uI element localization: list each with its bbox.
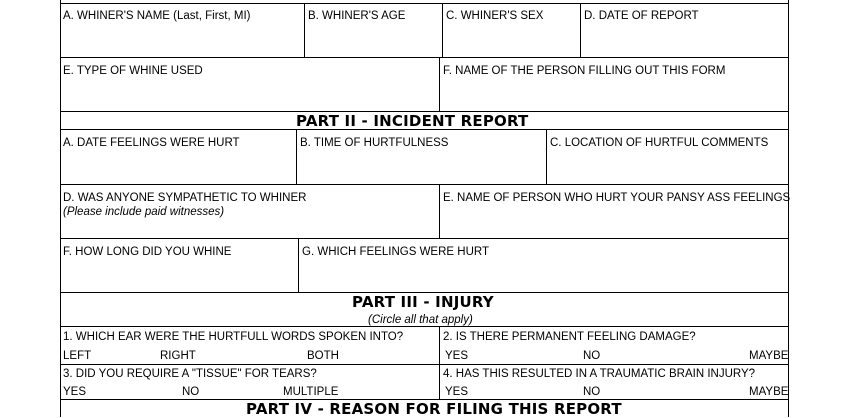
location-label: C. LOCATION OF HURTFUL COMMENTS xyxy=(550,137,769,149)
q4-option-maybe[interactable]: MAYBE xyxy=(749,386,789,398)
q1-label: 1. WHICH EAR WERE THE HURTFULL WORDS SPOKEN INTO? xyxy=(63,331,404,343)
whiner-age-label: B. WHINER'S AGE xyxy=(308,10,406,22)
q2-option-no[interactable]: NO xyxy=(583,350,601,362)
whiner-sex-field[interactable] xyxy=(443,3,581,58)
location-field[interactable] xyxy=(547,130,789,185)
q3-field xyxy=(60,365,440,400)
time-label: B. TIME OF HURTFULNESS xyxy=(300,137,449,149)
person-hurt-field[interactable] xyxy=(440,185,789,239)
whiner-age-field[interactable] xyxy=(305,3,443,58)
q3-option-no[interactable]: NO xyxy=(182,386,200,398)
q1-option-both[interactable]: BOTH xyxy=(307,350,339,362)
type-of-whine-label: E. TYPE OF WHINE USED xyxy=(63,65,203,77)
time-field[interactable] xyxy=(297,130,547,185)
type-of-whine-field[interactable] xyxy=(60,58,440,112)
whiner-sex-label: C. WHINER'S SEX xyxy=(446,10,544,22)
date-of-report-field[interactable] xyxy=(581,3,789,58)
q2-option-yes[interactable]: YES xyxy=(445,350,469,362)
date-hurt-field[interactable] xyxy=(60,130,297,185)
q4-option-no[interactable]: NO xyxy=(583,386,601,398)
q2-option-maybe[interactable]: MAYBE xyxy=(749,350,789,362)
q4-option-yes[interactable]: YES xyxy=(445,386,469,398)
part4-header xyxy=(60,400,789,417)
q3-option-multiple[interactable]: MULTIPLE xyxy=(283,386,339,398)
sympathetic-field[interactable] xyxy=(60,185,440,239)
which-feelings-label: G. WHICH FEELINGS WERE HURT xyxy=(302,246,489,258)
q3-option-yes[interactable]: YES xyxy=(63,386,87,398)
sympathetic-label: D. WAS ANYONE SYMPATHETIC TO WHINER xyxy=(63,192,307,204)
q1-option-right[interactable]: RIGHT xyxy=(160,350,196,362)
part4-heading: PART IV - REASON FOR FILING THIS REPORT xyxy=(246,400,622,418)
part3-header xyxy=(60,293,789,327)
q3-label: 3. DID YOU REQUIRE A "TISSUE" FOR TEARS? xyxy=(63,368,317,380)
which-feelings-field[interactable] xyxy=(299,239,789,293)
person-filling-field[interactable] xyxy=(440,58,789,112)
sympathetic-sub: (Please include paid witnesses) xyxy=(63,206,225,218)
part2-header xyxy=(60,112,789,130)
how-long-field[interactable] xyxy=(60,239,299,293)
part3-heading: PART III - INJURY xyxy=(352,293,494,311)
q2-label: 2. IS THERE PERMANENT FEELING DAMAGE? xyxy=(443,331,696,343)
person-filling-label: F. NAME OF THE PERSON FILLING OUT THIS FORM xyxy=(443,65,726,77)
q1-option-left[interactable]: LEFT xyxy=(63,350,92,362)
q4-label: 4. HAS THIS RESULTED IN A TRAUMATIC BRAIN INJURY? xyxy=(443,368,756,380)
date-of-report-label: D. DATE OF REPORT xyxy=(584,10,699,22)
whiner-form xyxy=(60,0,789,417)
whiner-name-label: A. WHINER'S NAME (Last, First, MI) xyxy=(63,10,251,22)
person-hurt-label: E. NAME OF PERSON WHO HURT YOUR PANSY ASS FEELINGS xyxy=(443,192,791,204)
q2-field xyxy=(440,327,789,365)
part3-subheading: (Circle all that apply) xyxy=(368,314,473,326)
how-long-label: F. HOW LONG DID YOU WHINE xyxy=(63,246,232,258)
whiner-name-field[interactable] xyxy=(60,3,305,58)
q1-field xyxy=(60,327,440,365)
q4-field xyxy=(440,365,789,400)
part2-heading: PART II - INCIDENT REPORT xyxy=(296,112,529,130)
date-hurt-label: A. DATE FEELINGS WERE HURT xyxy=(63,137,240,149)
